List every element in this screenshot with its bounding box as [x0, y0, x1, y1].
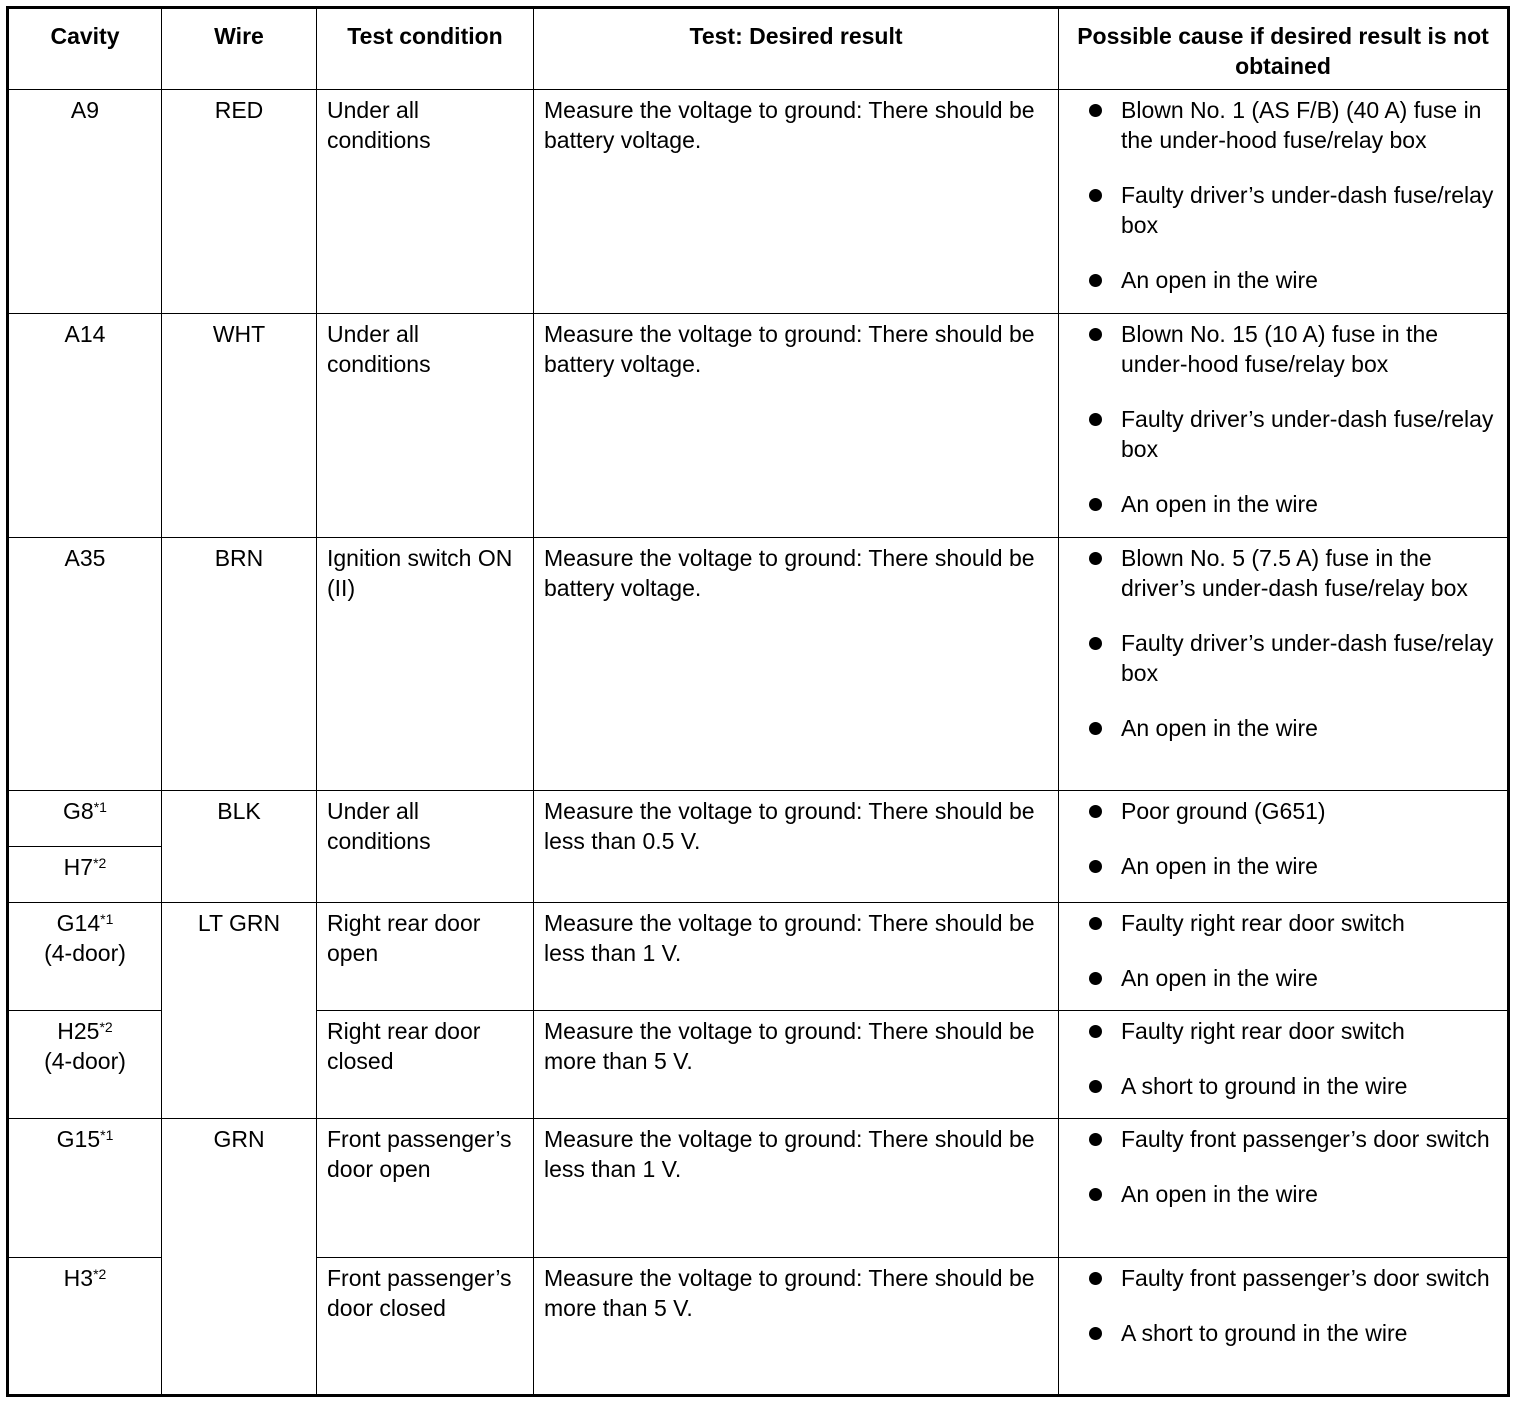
bullet-icon — [1089, 552, 1102, 565]
cavity-label: A35 — [64, 545, 106, 571]
condition-cell: Front passenger’s door closed — [317, 1258, 534, 1396]
bullet-icon — [1089, 1133, 1102, 1146]
bullet-icon — [1089, 104, 1102, 117]
cavity-variant: (4-door) — [44, 940, 126, 966]
bullet-icon — [1089, 1272, 1102, 1285]
cause-cell — [1059, 903, 1509, 1011]
bullet-icon — [1089, 328, 1102, 341]
cause-text: An open in the wire — [1121, 491, 1318, 517]
condition-cell: Ignition switch ON (II) — [317, 538, 534, 791]
cavity-label: H25 — [57, 1018, 100, 1044]
wire-cell: WHT — [162, 314, 317, 538]
footnote-marker: *2 — [93, 1266, 107, 1282]
cavity-label: H3 — [63, 1265, 94, 1291]
condition-cell: Right rear door open — [317, 903, 534, 1011]
cause-item — [1069, 963, 1497, 993]
result-cell: Measure the voltage to ground: There should be battery voltage. — [534, 90, 1059, 314]
footnote-marker: *2 — [93, 855, 107, 871]
cavity-cell — [8, 1258, 162, 1396]
table-row — [8, 903, 1509, 1011]
bullet-icon — [1089, 860, 1102, 873]
cause-item — [1069, 796, 1497, 826]
condition-cell: Right rear door closed — [317, 1011, 534, 1119]
cause-text: An open in the wire — [1121, 267, 1318, 293]
cause-item — [1069, 851, 1497, 881]
cause-item — [1069, 1016, 1497, 1046]
cause-text: Faulty front passenger’s door switch — [1121, 1265, 1490, 1291]
cause-list — [1069, 319, 1497, 519]
table-row — [8, 538, 1509, 791]
cavity-cell — [8, 1119, 162, 1258]
wire-cell: LT GRN — [162, 903, 317, 1119]
result-cell: Measure the voltage to ground: There should be battery voltage. — [534, 314, 1059, 538]
cause-text: Faulty front passenger’s door switch — [1121, 1126, 1490, 1152]
cause-list — [1069, 95, 1497, 295]
cause-text: A short to ground in the wire — [1121, 1073, 1408, 1099]
cause-text: Faulty right rear door switch — [1121, 910, 1405, 936]
cavity-variant: (4-door) — [44, 1048, 126, 1074]
result-cell: Measure the voltage to ground: There should be less than 1 V. — [534, 903, 1059, 1011]
header-wire: Wire — [162, 8, 317, 90]
cause-item — [1069, 1179, 1497, 1209]
cause-cell — [1059, 791, 1509, 903]
wire-cell: RED — [162, 90, 317, 314]
table-row — [8, 314, 1509, 538]
cause-item — [1069, 628, 1497, 688]
bullet-icon — [1089, 1327, 1102, 1340]
cause-text: Blown No. 5 (7.5 A) fuse in the driver’s under-dash fuse/relay box — [1121, 545, 1468, 601]
header-cavity: Cavity — [8, 8, 162, 90]
header-desired-result: Test: Desired result — [534, 8, 1059, 90]
bullet-icon — [1089, 637, 1102, 650]
cause-text: An open in the wire — [1121, 1181, 1318, 1207]
wire-cell: BRN — [162, 538, 317, 791]
connector-test-table — [6, 6, 1510, 1397]
bullet-icon — [1089, 413, 1102, 426]
bullet-icon — [1089, 805, 1102, 818]
footnote-marker: *1 — [100, 911, 114, 927]
table-row — [8, 90, 1509, 314]
result-cell: Measure the voltage to ground: There should be less than 0.5 V. — [534, 791, 1059, 903]
bullet-icon — [1089, 189, 1102, 202]
cause-text: Faulty right rear door switch — [1121, 1018, 1405, 1044]
cavity-label: A14 — [64, 321, 106, 347]
bullet-icon — [1089, 498, 1102, 511]
bullet-icon — [1089, 274, 1102, 287]
cause-text: Blown No. 1 (AS F/B) (40 A) fuse in the under-hood fuse/relay box — [1121, 97, 1482, 153]
table-row — [8, 791, 1509, 847]
cause-text: Blown No. 15 (10 A) fuse in the under-hood fuse/relay box — [1121, 321, 1439, 377]
bullet-icon — [1089, 972, 1102, 985]
cause-item — [1069, 543, 1497, 603]
cause-item — [1069, 1318, 1497, 1348]
cavity-cell — [8, 903, 162, 1011]
bullet-icon — [1089, 1025, 1102, 1038]
condition-cell: Under all conditions — [317, 314, 534, 538]
cause-cell — [1059, 90, 1509, 314]
cause-list — [1069, 796, 1497, 881]
cause-text: A short to ground in the wire — [1121, 1320, 1408, 1346]
footnote-marker: *1 — [100, 1127, 114, 1143]
cause-item — [1069, 95, 1497, 155]
result-cell: Measure the voltage to ground: There should be battery voltage. — [534, 538, 1059, 791]
bullet-icon — [1089, 1080, 1102, 1093]
cause-text: Faulty driver’s under-dash fuse/relay box — [1121, 630, 1494, 686]
cavity-cell — [8, 314, 162, 538]
cavity-label: G14 — [56, 910, 101, 936]
cause-item — [1069, 489, 1497, 519]
cavity-cell — [8, 1011, 162, 1119]
footnote-marker: *1 — [93, 799, 107, 815]
cause-list — [1069, 543, 1497, 743]
condition-cell: Front passenger’s door open — [317, 1119, 534, 1258]
cause-item — [1069, 1071, 1497, 1101]
cause-item — [1069, 713, 1497, 743]
footnote-marker: *2 — [99, 1019, 113, 1035]
cavity-cell — [8, 791, 162, 847]
bullet-icon — [1089, 917, 1102, 930]
header-possible-cause: Possible cause if desired result is not obtained — [1059, 8, 1509, 90]
cause-item — [1069, 404, 1497, 464]
condition-cell: Under all conditions — [317, 791, 534, 903]
bullet-icon — [1089, 1188, 1102, 1201]
cavity-label: A9 — [70, 97, 100, 123]
cavity-cell — [8, 847, 162, 903]
cause-item — [1069, 908, 1497, 938]
result-cell: Measure the voltage to ground: There should be more than 5 V. — [534, 1258, 1059, 1396]
cause-text: Faulty driver’s under-dash fuse/relay box — [1121, 182, 1494, 238]
header-test-condition: Test condition — [317, 8, 534, 90]
cause-list — [1069, 1124, 1497, 1209]
cavity-cell — [8, 90, 162, 314]
cause-item — [1069, 1263, 1497, 1293]
cause-text: An open in the wire — [1121, 965, 1318, 991]
header-row — [8, 8, 1509, 90]
cause-list — [1069, 1263, 1497, 1348]
cause-text: An open in the wire — [1121, 715, 1318, 741]
cause-cell — [1059, 314, 1509, 538]
bullet-icon — [1089, 722, 1102, 735]
cause-cell — [1059, 538, 1509, 791]
cause-cell — [1059, 1258, 1509, 1396]
cavity-label: G15 — [56, 1126, 101, 1152]
wire-cell: GRN — [162, 1119, 317, 1396]
cause-text: An open in the wire — [1121, 853, 1318, 879]
cause-list — [1069, 908, 1497, 993]
cause-item — [1069, 180, 1497, 240]
result-cell: Measure the voltage to ground: There should be more than 5 V. — [534, 1011, 1059, 1119]
condition-cell: Under all conditions — [317, 90, 534, 314]
result-cell: Measure the voltage to ground: There should be less than 1 V. — [534, 1119, 1059, 1258]
cause-item — [1069, 265, 1497, 295]
cause-text: Poor ground (G651) — [1121, 798, 1326, 824]
wire-cell: BLK — [162, 791, 317, 903]
cause-cell — [1059, 1119, 1509, 1258]
cavity-label: G8 — [63, 798, 94, 824]
cavity-label: H7 — [63, 854, 94, 880]
cause-item — [1069, 1124, 1497, 1154]
cause-list — [1069, 1016, 1497, 1101]
cause-text: Faulty driver’s under-dash fuse/relay box — [1121, 406, 1494, 462]
cavity-cell — [8, 538, 162, 791]
table-row — [8, 1119, 1509, 1258]
cause-cell — [1059, 1011, 1509, 1119]
cause-item — [1069, 319, 1497, 379]
